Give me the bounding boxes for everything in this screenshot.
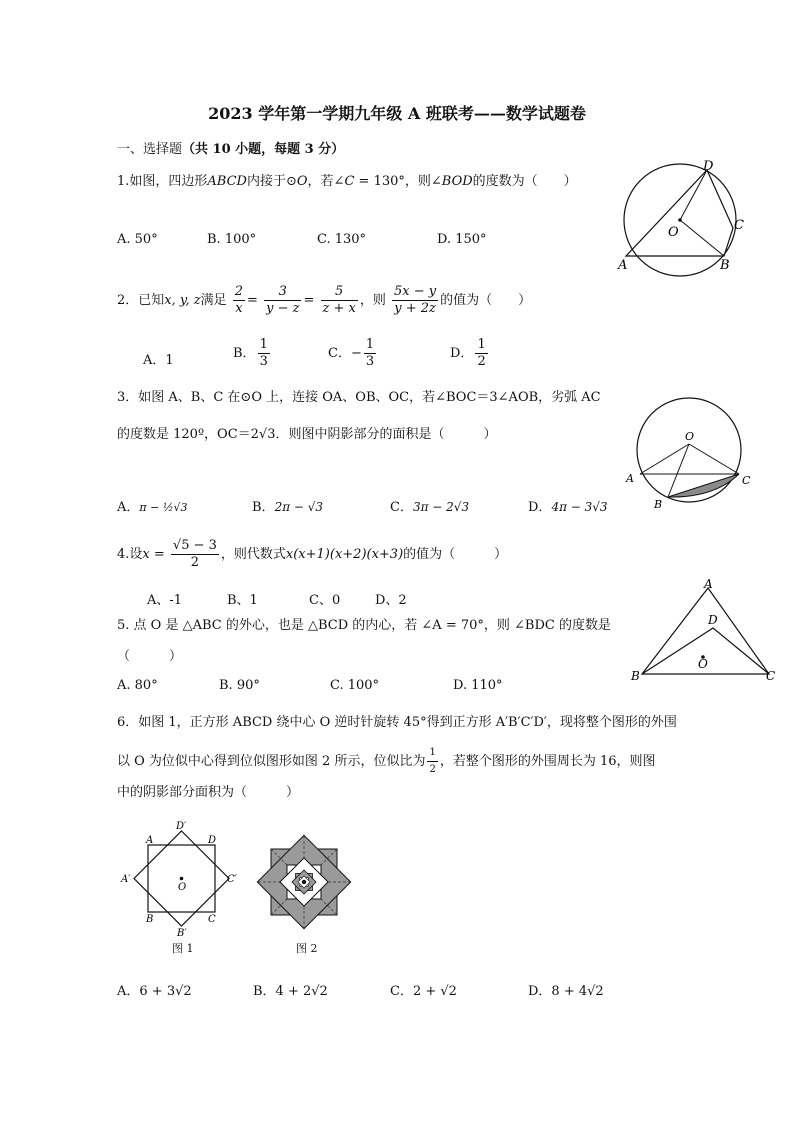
q6-label-b: B <box>146 914 154 925</box>
q6-figure-1-caption: 图 1 <box>172 942 194 955</box>
q4-option-a[interactable]: A、-1 <box>147 593 183 608</box>
q1-segment-ob <box>680 220 724 256</box>
q1-text: 内接于⊙ <box>246 174 297 189</box>
q2-fraction-3: $\frac{5}{z + x}$ <box>322 284 356 316</box>
q6-label-a: A <box>146 835 154 846</box>
q6-label-d-prime: D′ <box>176 821 187 832</box>
q3-label-a: A <box>626 472 634 485</box>
q6-option-c[interactable]: C．2 + √2 <box>390 984 457 999</box>
q2-text: 的值为（ ） <box>440 293 532 308</box>
q6-figure-2-caption: 图 2 <box>296 942 318 955</box>
q3-label-o: O <box>685 430 695 443</box>
q2-option-a[interactable]: A．1 <box>143 353 174 368</box>
q2-fraction-2: $\frac{3}{y - z}$ <box>266 284 300 316</box>
q1-label-b: B <box>720 258 730 273</box>
q4-expression: x(x+1)(x+2)(x+3) <box>285 547 404 562</box>
q5-label-o: O <box>698 657 708 671</box>
q1-quadrilateral <box>626 170 733 256</box>
q1-center-dot <box>678 218 682 222</box>
q5-label-a: A <box>704 577 713 591</box>
q1-option-c[interactable]: C. 130° <box>317 232 367 247</box>
q6-option-a[interactable]: A．6 + 3√2 <box>117 984 192 999</box>
q5-figure <box>628 576 778 682</box>
q1-text: = 130°，则∠ <box>354 174 442 189</box>
section-label: 一、选择题 <box>117 142 183 157</box>
q2-text: 满足 <box>200 293 227 308</box>
q1-option-b[interactable]: B. 100° <box>207 232 257 247</box>
question-4-stem <box>117 538 507 571</box>
exam-title: 2023 学年第一学期九年级 A 班联考——数学试题卷 <box>208 104 586 123</box>
q3-segment-ob <box>668 444 689 497</box>
q5-option-a[interactable]: A. 80° <box>117 678 158 693</box>
question-6-line-1: 6．如图 1，正方形 ABCD 绕中心 O 逆时针旋转 45°得到正方形 A′B′C′D′，现将整个图形的外围 <box>117 715 677 730</box>
q3-option-a[interactable]: A．π − ½√3 <box>117 500 188 515</box>
q4-text: 4.设 <box>117 547 143 562</box>
question-2-stem <box>117 284 531 317</box>
q6-label-a-prime: A′ <box>121 874 131 885</box>
question-3-line-1: 3．如图 A、B、C 在⊙O 上，连接 OA、OB、OC，若∠BOC＝3∠AOB，劣弧 AC <box>117 390 601 405</box>
q6-label-c: C <box>208 914 216 925</box>
q4-option-c[interactable]: C、0 <box>309 593 341 608</box>
q4-fraction: $\frac{√5 - 3}{2}$ <box>172 538 217 570</box>
q6-option-b[interactable]: B．4 + 2√2 <box>253 984 328 999</box>
section-note: （共 10 小题，每题 3 分） <box>182 142 345 157</box>
section-header <box>117 138 344 157</box>
q1-label-a: A <box>618 258 628 273</box>
q6-figure-1 <box>118 818 248 938</box>
q6-figure-2-center <box>302 880 306 884</box>
q3-circle-shape <box>637 398 741 502</box>
q3-option-b[interactable]: B．2π − √3 <box>252 500 324 515</box>
q5-label-b: B <box>631 669 640 683</box>
q6-label-o: O <box>178 882 187 893</box>
q4-option-d[interactable]: D、2 <box>375 593 407 608</box>
q5-label-c: C <box>766 669 776 683</box>
q1-circle: O <box>296 174 308 189</box>
q1-angle: BOD <box>441 174 473 189</box>
q3-segment-oc <box>689 444 739 474</box>
question-1-stem <box>117 170 577 189</box>
q6-center-dot <box>180 877 184 881</box>
q6-figure-2 <box>252 830 356 934</box>
q3-option-d[interactable]: D．4π − 3√3 <box>528 500 608 515</box>
q2-option-b[interactable]: B． $\frac{1}{3}$ <box>233 337 268 369</box>
q3-shaded-region <box>668 474 739 497</box>
q1-figure <box>610 158 760 278</box>
q2-option-d[interactable]: D． $\frac{1}{2}$ <box>450 337 486 369</box>
q4-option-b[interactable]: B、1 <box>227 593 258 608</box>
q3-segment-oa <box>640 444 689 474</box>
q1-label-c: C <box>734 218 744 233</box>
q1-option-d[interactable]: D. 150° <box>437 232 487 247</box>
q6-label-c-prime: C′ <box>227 874 237 885</box>
q1-quad: ABCD <box>207 174 247 189</box>
q1-text: ，若∠ <box>307 174 345 189</box>
q1-label-d: D <box>703 159 714 174</box>
q6-option-d[interactable]: D．8 + 4√2 <box>528 984 604 999</box>
q5-option-d[interactable]: D. 110° <box>453 678 503 693</box>
q2-fraction-4: $\frac{5x - y}{y + 2z}$ <box>394 284 437 316</box>
q3-label-b: B <box>654 498 663 511</box>
question-6-line-3: 中的阴影部分面积为（ ） <box>117 785 300 800</box>
q3-label-c: C <box>742 474 751 487</box>
q3-figure <box>622 398 752 516</box>
q5-option-b[interactable]: B. 90° <box>219 678 260 693</box>
q5-label-d: D <box>708 613 718 627</box>
q2-text: ，则 <box>359 293 386 308</box>
question-3-line-2: 的度数是 120º，OC＝2√3．则图中阴影部分的面积是（ ） <box>117 427 497 442</box>
q1-text: 1.如图，四边形 <box>117 174 208 189</box>
q1-text: 的度数为（ ） <box>472 174 577 189</box>
q4-text: ，则代数式 <box>220 547 286 562</box>
q4-x: x = <box>142 547 165 562</box>
q2-equals: = <box>303 293 315 308</box>
q2-option-c[interactable]: C．− $\frac{1}{3}$ <box>328 337 375 369</box>
q6-label-b-prime: B′ <box>177 928 187 939</box>
q4-text: 的值为（ ） <box>403 547 508 562</box>
q1-angle: C <box>344 174 355 189</box>
q3-option-c[interactable]: C．3π − 2√3 <box>390 500 470 515</box>
q2-fraction-1: $\frac{2}{x}$ <box>234 284 244 316</box>
question-6-line-2: 以 O 为位似中心得到位似图形如图 2 所示，位似比为 $\frac{1}{2}$ ，若整个图形的外围周长为 16，则图 <box>117 747 656 775</box>
q6-label-d: D <box>208 835 217 846</box>
q2-vars: x, y, z <box>164 293 201 308</box>
q5-option-c[interactable]: C. 100° <box>330 678 380 693</box>
q1-option-a[interactable]: A. 50° <box>117 232 158 247</box>
q1-label-o: O <box>668 225 679 240</box>
question-5-line-1: 5. 点 O 是 △ABC 的外心，也是 △BCD 的内心，若 ∠A = 70°，则 ∠BDC 的度数是 <box>117 618 611 633</box>
question-5-line-2: （ ） <box>117 649 183 664</box>
q2-equals: = <box>247 293 258 308</box>
q2-text: 2．已知 <box>117 293 165 308</box>
